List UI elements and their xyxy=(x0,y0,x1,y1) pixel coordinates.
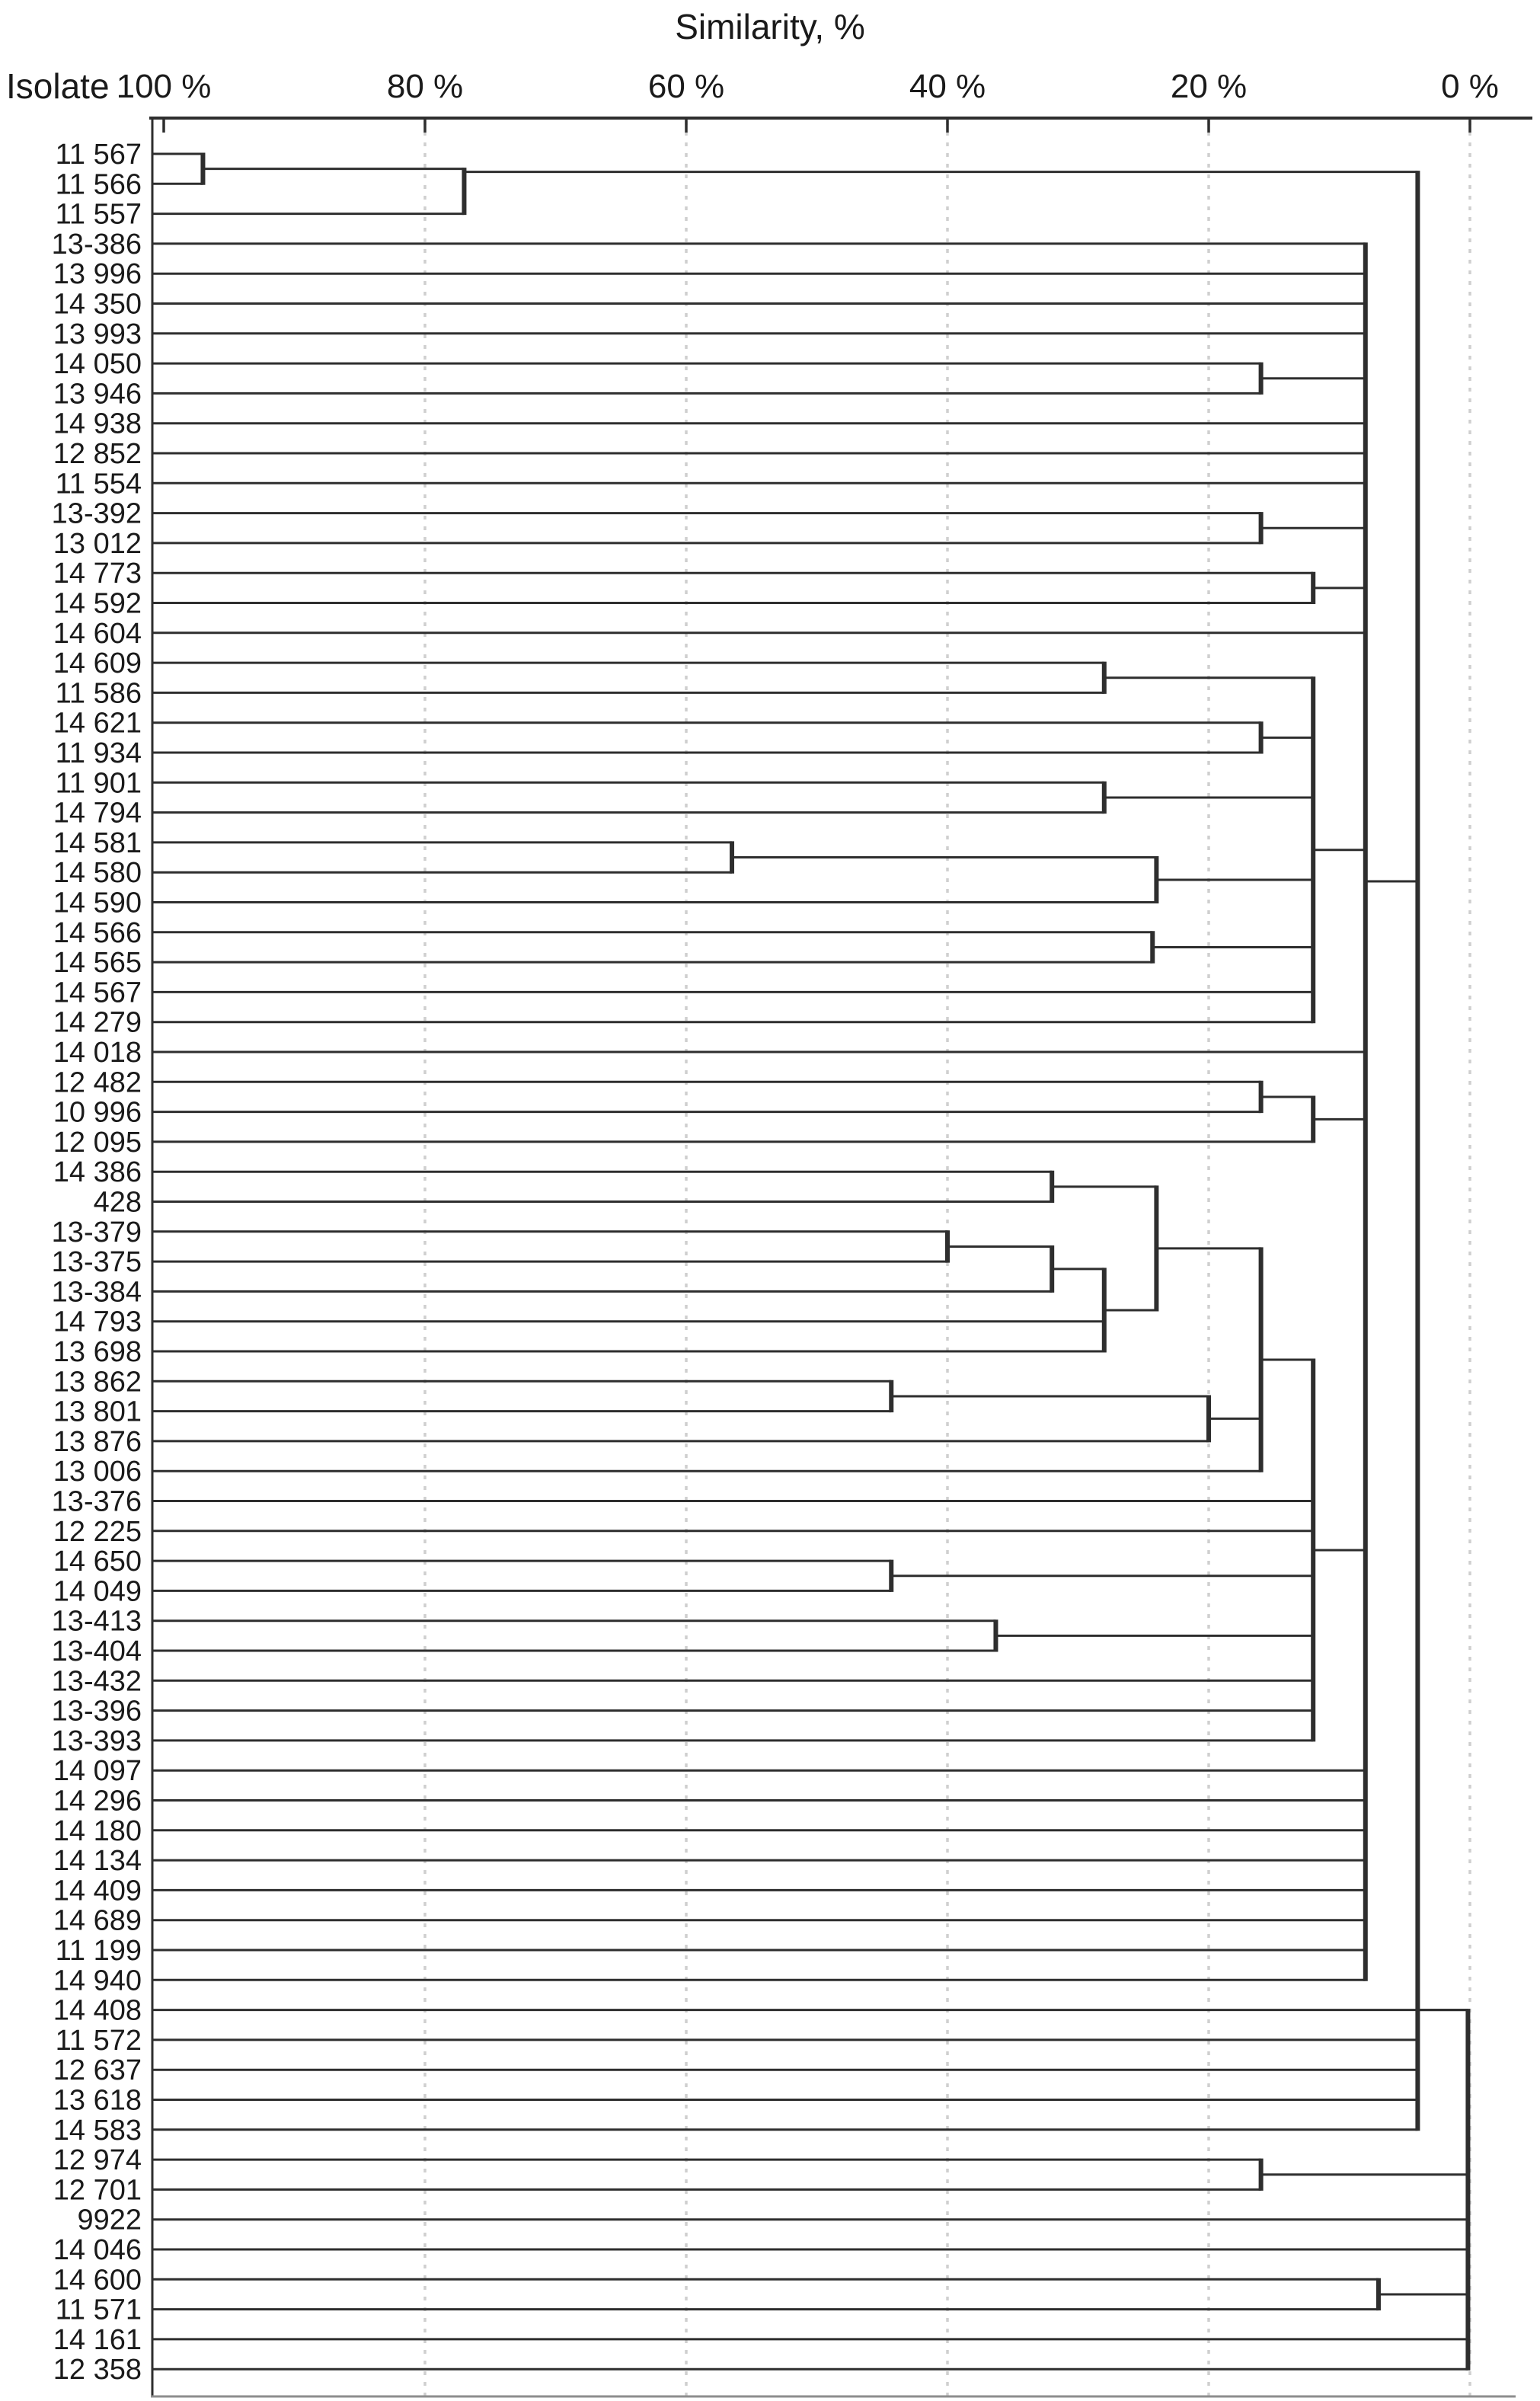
leaf-label: 14 590 xyxy=(53,887,142,919)
leaf-label: 14 350 xyxy=(53,288,142,321)
leaf-label: 11 586 xyxy=(55,677,142,710)
leaf-label: 13 862 xyxy=(53,1366,142,1399)
leaf-label: 12 637 xyxy=(53,2054,142,2087)
leaf-label: 14 386 xyxy=(53,1156,142,1189)
row-header-label: Isolate xyxy=(6,66,110,106)
leaf-label-group xyxy=(52,139,142,2386)
leaf-label: 14 180 xyxy=(53,1814,142,1847)
leaf-label: 11 571 xyxy=(55,2294,142,2326)
leaf-label: 14 689 xyxy=(53,1904,142,1937)
leaf-label: 13-384 xyxy=(51,1276,142,1309)
leaf-label: 14 567 xyxy=(53,977,142,1009)
leaf-label: 14 566 xyxy=(53,916,142,949)
leaf-label: 13-396 xyxy=(51,1695,142,1728)
leaf-label: 14 408 xyxy=(53,1994,142,2027)
chart-title: Similarity, % xyxy=(675,7,865,46)
leaf-label: 14 409 xyxy=(53,1875,142,1907)
tree-line-group xyxy=(152,153,1468,2371)
leaf-label: 12 852 xyxy=(53,438,142,470)
leaf-label: 13 946 xyxy=(53,378,142,411)
leaf-label: 14 279 xyxy=(53,1006,142,1039)
leaf-label: 12 974 xyxy=(53,2144,142,2177)
leaf-label: 14 600 xyxy=(53,2264,142,2297)
leaf-label: 13-375 xyxy=(51,1246,142,1279)
leaf-label: 13-379 xyxy=(51,1216,142,1248)
leaf-label: 14 581 xyxy=(53,826,142,859)
leaf-label: 13-404 xyxy=(51,1635,142,1667)
leaf-label: 13 876 xyxy=(53,1425,142,1458)
axis-tick-label: 100 % xyxy=(116,68,212,105)
leaf-label: 14 296 xyxy=(53,1785,142,1818)
leaf-label: 14 650 xyxy=(53,1546,142,1578)
leaf-label: 13 801 xyxy=(53,1396,142,1428)
leaf-label: 12 482 xyxy=(53,1066,142,1099)
leaf-label: 13-432 xyxy=(51,1665,142,1698)
leaf-label: 13-393 xyxy=(51,1725,142,1757)
leaf-label: 12 701 xyxy=(53,2174,142,2207)
leaf-label: 11 572 xyxy=(55,2024,142,2057)
leaf-label: 12 225 xyxy=(53,1515,142,1548)
leaf-label: 11 199 xyxy=(55,1935,142,1967)
leaf-label: 13 996 xyxy=(53,258,142,291)
leaf-label: 14 592 xyxy=(53,587,142,620)
leaf-label: 428 xyxy=(93,1186,142,1219)
leaf-label: 11 567 xyxy=(55,139,142,171)
leaf-label: 14 938 xyxy=(53,408,142,440)
axis-tick-label: 0 % xyxy=(1441,68,1499,105)
leaf-label: 14 583 xyxy=(53,2114,142,2147)
leaf-label: 11 901 xyxy=(55,767,142,800)
leaf-label: 13-413 xyxy=(51,1605,142,1638)
leaf-label: 14 621 xyxy=(53,707,142,740)
leaf-label: 12 095 xyxy=(53,1126,142,1159)
leaf-label: 14 050 xyxy=(53,348,142,381)
leaf-label: 13 993 xyxy=(53,318,142,350)
leaf-label: 14 940 xyxy=(53,1965,142,1997)
leaf-label: 14 134 xyxy=(53,1845,142,1878)
leaf-label: 13-392 xyxy=(51,497,142,530)
leaf-label: 14 609 xyxy=(53,647,142,680)
leaf-label: 12 358 xyxy=(53,2354,142,2387)
leaf-label: 14 046 xyxy=(53,2234,142,2266)
leaf-label: 13-376 xyxy=(51,1485,142,1518)
leaf-label: 14 097 xyxy=(53,1755,142,1788)
leaf-label: 13-386 xyxy=(51,228,142,261)
leaf-label: 11 557 xyxy=(55,198,142,231)
leaf-label: 14 793 xyxy=(53,1306,142,1338)
leaf-label: 10 996 xyxy=(53,1096,142,1129)
leaf-label: 13 618 xyxy=(53,2084,142,2117)
axis-tick-label: 40 % xyxy=(909,68,986,105)
leaf-label: 14 580 xyxy=(53,857,142,890)
axis-group xyxy=(149,118,1532,2396)
leaf-label: 11 934 xyxy=(55,737,142,769)
axis-tick-label: 20 % xyxy=(1170,68,1248,105)
leaf-label: 9922 xyxy=(77,2204,142,2236)
leaf-label: 14 161 xyxy=(53,2323,142,2356)
leaf-label: 14 773 xyxy=(53,558,142,590)
leaf-label: 11 554 xyxy=(55,468,142,500)
leaf-label: 14 794 xyxy=(53,797,142,830)
leaf-label: 14 049 xyxy=(53,1575,142,1608)
leaf-label: 13 698 xyxy=(53,1336,142,1368)
axis-tick-label: 60 % xyxy=(647,68,725,105)
axis-tick-label: 80 % xyxy=(386,68,464,105)
leaf-label: 14 565 xyxy=(53,947,142,980)
leaf-label: 14 018 xyxy=(53,1037,142,1069)
leaf-label: 14 604 xyxy=(53,617,142,650)
leaf-label: 13 012 xyxy=(53,527,142,560)
leaf-label: 13 006 xyxy=(53,1456,142,1488)
leaf-label: 11 566 xyxy=(55,168,142,201)
tick-label-group xyxy=(117,68,1499,105)
